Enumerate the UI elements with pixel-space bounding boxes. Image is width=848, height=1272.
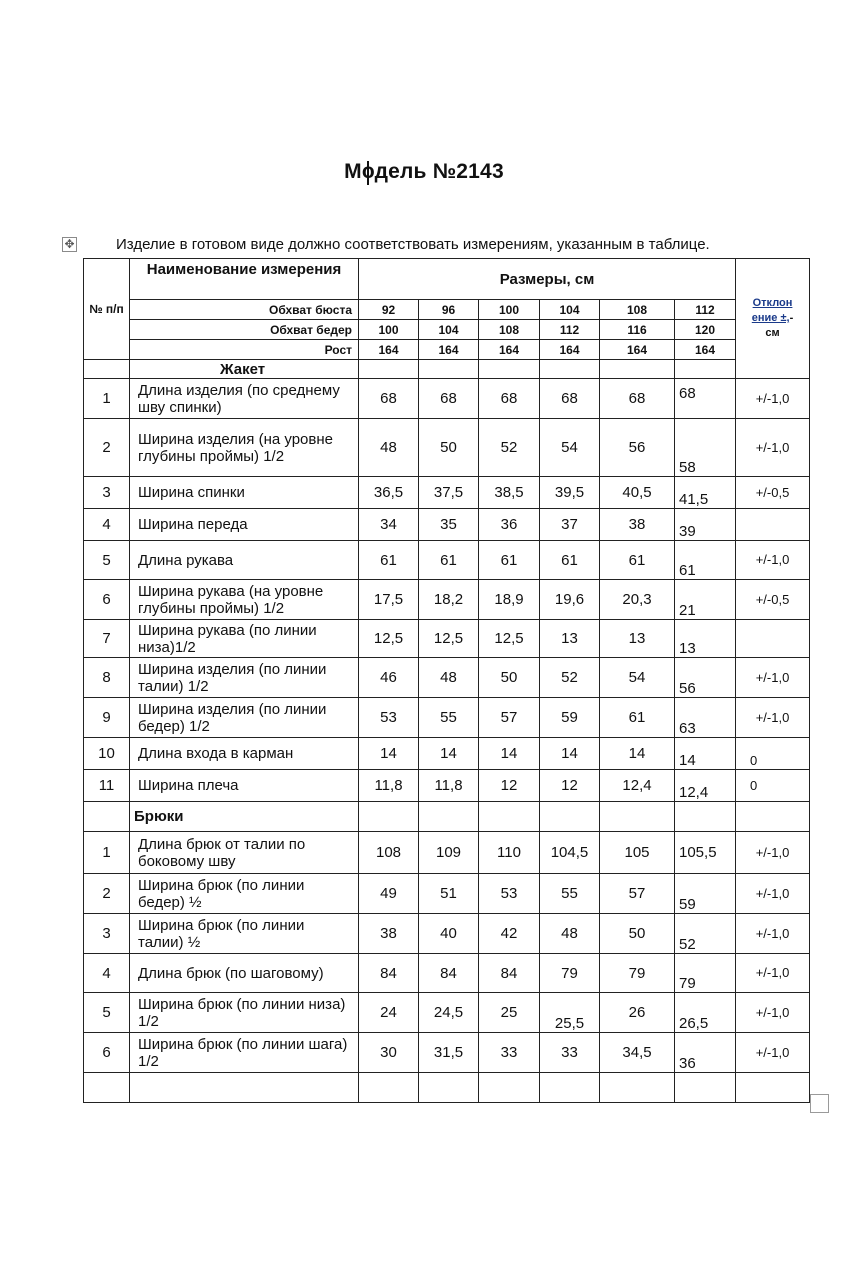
- bust-value: 112: [675, 300, 736, 320]
- size-value-cell: 105: [600, 832, 675, 874]
- size-value-cell: 61: [600, 541, 675, 580]
- size-value-cell: 33: [479, 1033, 540, 1073]
- deviation-cell: [736, 509, 810, 541]
- deviation-cell: +/-1,0: [736, 419, 810, 477]
- size-value-cell: 12: [479, 770, 540, 802]
- deviation-cell: +/-1,0: [736, 379, 810, 419]
- size-value-cell: 50: [419, 419, 479, 477]
- size-value-cell: 52: [675, 914, 736, 954]
- size-value-cell: 53: [359, 698, 419, 738]
- header-row-hips: [84, 320, 810, 340]
- measurement-name-cell: Ширина брюк (по линии шага) 1/2: [130, 1033, 359, 1073]
- row-number-cell: 1: [84, 832, 130, 874]
- size-value-cell: 105,5: [675, 832, 736, 874]
- hip-label: Обхват бедер: [130, 320, 359, 340]
- size-value-cell: 18,9: [479, 580, 540, 620]
- deviation-cell: +/-1,0: [736, 832, 810, 874]
- section-row-jacket: [84, 360, 810, 379]
- size-value-cell: 84: [479, 954, 540, 993]
- deviation-cell: +/-1,0: [736, 993, 810, 1033]
- size-value-cell: 54: [540, 419, 600, 477]
- table-row: [84, 770, 810, 802]
- size-value-cell: 12,4: [600, 770, 675, 802]
- deviation-cell: [736, 620, 810, 658]
- table-row: [84, 580, 810, 620]
- size-value-cell: 12,5: [479, 620, 540, 658]
- size-value-cell: 36: [675, 1033, 736, 1073]
- size-value-cell: 17,5: [359, 580, 419, 620]
- jacket-rows: [84, 379, 810, 802]
- table-row: [84, 419, 810, 477]
- size-value-cell: 21: [675, 580, 736, 620]
- table-move-handle-icon[interactable]: ✥: [62, 237, 77, 252]
- size-value-cell: 56: [675, 658, 736, 698]
- measurement-name-cell: Ширина изделия (по линии бедер) 1/2: [130, 698, 359, 738]
- size-value-cell: 12: [540, 770, 600, 802]
- measurement-name-cell: Ширина рукава (по линии низа)1/2: [130, 620, 359, 658]
- height-value: 164: [359, 340, 419, 360]
- table-row: [84, 379, 810, 419]
- size-value-cell: 53: [479, 874, 540, 914]
- size-value-cell: 79: [600, 954, 675, 993]
- table-row: [84, 874, 810, 914]
- size-value-cell: 51: [419, 874, 479, 914]
- measurement-name-cell: Ширина брюк (по линии бедер) ½: [130, 874, 359, 914]
- measurement-name-cell: Длина изделия (по среднему шву спинки): [130, 379, 359, 419]
- size-value-cell: 37: [540, 509, 600, 541]
- measurement-name-cell: Ширина переда: [130, 509, 359, 541]
- trouser-rows: [84, 832, 810, 1073]
- hip-value: 112: [540, 320, 600, 340]
- deviation-cell: +/-0,5: [736, 477, 810, 509]
- size-value-cell: 61: [600, 698, 675, 738]
- size-value-cell: 13: [600, 620, 675, 658]
- measurement-name-cell: Длина входа в карман: [130, 738, 359, 770]
- deviation-cell: +/-1,0: [736, 698, 810, 738]
- row-number-cell: 1: [84, 379, 130, 419]
- measurement-name-cell: Ширина изделия (по линии талии) 1/2: [130, 658, 359, 698]
- size-value-cell: 26: [600, 993, 675, 1033]
- table-row: [84, 620, 810, 658]
- row-number-cell: 5: [84, 993, 130, 1033]
- size-value-cell: 18,2: [419, 580, 479, 620]
- measurement-name-cell: Ширина брюк (по линии талии) ½: [130, 914, 359, 954]
- table-row: [84, 698, 810, 738]
- size-value-cell: 35: [419, 509, 479, 541]
- size-value-cell: 79: [540, 954, 600, 993]
- deviation-cell: +/-1,0: [736, 1033, 810, 1073]
- section-row-trousers: [84, 802, 810, 832]
- size-value-cell: 68: [479, 379, 540, 419]
- size-value-cell: 104,5: [540, 832, 600, 874]
- table-row: [84, 658, 810, 698]
- measurement-name-cell: Ширина брюк (по линии низа) 1/2: [130, 993, 359, 1033]
- row-number-cell: 11: [84, 770, 130, 802]
- size-value-cell: 48: [359, 419, 419, 477]
- table-row: [84, 832, 810, 874]
- size-value-cell: 34,5: [600, 1033, 675, 1073]
- size-value-cell: 108: [359, 832, 419, 874]
- header-row-bust: [84, 300, 810, 320]
- table-row: [84, 993, 810, 1033]
- size-value-cell: 13: [675, 620, 736, 658]
- deviation-cell: +/-1,0: [736, 954, 810, 993]
- table-row: [84, 1033, 810, 1073]
- row-number-cell: 6: [84, 580, 130, 620]
- page-title: Модель №2143: [344, 160, 504, 183]
- height-value: 164: [419, 340, 479, 360]
- size-value-cell: 48: [419, 658, 479, 698]
- size-value-cell: 24: [359, 993, 419, 1033]
- size-value-cell: 12,5: [359, 620, 419, 658]
- size-value-cell: 52: [479, 419, 540, 477]
- size-value-cell: 58: [675, 419, 736, 477]
- header-num-cell: № п/п: [84, 259, 130, 360]
- header-row-height: [84, 340, 810, 360]
- size-value-cell: 40,5: [600, 477, 675, 509]
- size-value-cell: 56: [600, 419, 675, 477]
- size-value-cell: 14: [540, 738, 600, 770]
- header-sizes-cell: Размеры, см: [359, 259, 736, 300]
- row-number-cell: 7: [84, 620, 130, 658]
- height-value: 164: [675, 340, 736, 360]
- row-number-cell: 10: [84, 738, 130, 770]
- deviation-label-3: -: [789, 312, 794, 324]
- table-row: [84, 738, 810, 770]
- size-value-cell: 84: [359, 954, 419, 993]
- section-title-jacket: Жакет: [130, 360, 359, 379]
- bust-value: 96: [419, 300, 479, 320]
- hip-value: 104: [419, 320, 479, 340]
- size-value-cell: 24,5: [419, 993, 479, 1033]
- row-number-cell: 4: [84, 509, 130, 541]
- table-row: [84, 541, 810, 580]
- size-value-cell: 12,4: [675, 770, 736, 802]
- row-number-cell: 3: [84, 914, 130, 954]
- size-value-cell: 14: [600, 738, 675, 770]
- deviation-cell: +/-0,5: [736, 580, 810, 620]
- empty-row: [84, 1073, 810, 1103]
- section-title-trousers: Брюки: [130, 802, 359, 832]
- size-value-cell: 26,5: [675, 993, 736, 1033]
- hip-value: 108: [479, 320, 540, 340]
- size-value-cell: 50: [479, 658, 540, 698]
- deviation-cell: 0: [736, 738, 810, 770]
- height-value: 164: [540, 340, 600, 360]
- table-row: [84, 954, 810, 993]
- header-name-cell: Наименование измерения: [130, 259, 359, 300]
- size-value-cell: 68: [600, 379, 675, 419]
- size-value-cell: 50: [600, 914, 675, 954]
- size-value-cell: 63: [675, 698, 736, 738]
- deviation-cell: +/-1,0: [736, 541, 810, 580]
- row-number-cell: 4: [84, 954, 130, 993]
- size-value-cell: 14: [479, 738, 540, 770]
- size-value-cell: 31,5: [419, 1033, 479, 1073]
- size-value-cell: 13: [540, 620, 600, 658]
- size-value-cell: 68: [419, 379, 479, 419]
- size-value-cell: 39,5: [540, 477, 600, 509]
- hip-value: 116: [600, 320, 675, 340]
- height-value: 164: [600, 340, 675, 360]
- deviation-cell: +/-1,0: [736, 658, 810, 698]
- size-value-cell: 61: [675, 541, 736, 580]
- size-value-cell: 110: [479, 832, 540, 874]
- size-value-cell: 19,6: [540, 580, 600, 620]
- row-number-cell: 8: [84, 658, 130, 698]
- size-value-cell: 52: [540, 658, 600, 698]
- size-value-cell: 36: [479, 509, 540, 541]
- size-value-cell: 36,5: [359, 477, 419, 509]
- size-value-cell: 61: [419, 541, 479, 580]
- size-value-cell: 48: [540, 914, 600, 954]
- hip-value: 100: [359, 320, 419, 340]
- hip-value: 120: [675, 320, 736, 340]
- size-value-cell: 59: [675, 874, 736, 914]
- size-value-cell: 68: [540, 379, 600, 419]
- height-label: Рост: [130, 340, 359, 360]
- bust-value: 104: [540, 300, 600, 320]
- size-value-cell: 34: [359, 509, 419, 541]
- row-number-cell: 9: [84, 698, 130, 738]
- size-value-cell: 61: [479, 541, 540, 580]
- table-row: [84, 509, 810, 541]
- height-value: 164: [479, 340, 540, 360]
- deviation-label-2: ение ±,: [751, 312, 790, 324]
- size-value-cell: 57: [479, 698, 540, 738]
- measurement-name-cell: Длина брюк (по шаговому): [130, 954, 359, 993]
- size-value-cell: 79: [675, 954, 736, 993]
- size-value-cell: 38: [359, 914, 419, 954]
- table-resize-handle[interactable]: [810, 1094, 829, 1113]
- size-value-cell: 55: [419, 698, 479, 738]
- bust-label: Обхват бюста: [130, 300, 359, 320]
- row-number-cell: 2: [84, 874, 130, 914]
- size-value-cell: 30: [359, 1033, 419, 1073]
- size-value-cell: 33: [540, 1033, 600, 1073]
- measurement-name-cell: Ширина изделия (на уровне глубины проймы) 1/2: [130, 419, 359, 477]
- size-value-cell: 38: [600, 509, 675, 541]
- size-value-cell: 61: [540, 541, 600, 580]
- size-value-cell: 14: [359, 738, 419, 770]
- size-value-cell: 61: [359, 541, 419, 580]
- size-value-cell: 25: [479, 993, 540, 1033]
- row-number-cell: 5: [84, 541, 130, 580]
- bust-value: 100: [479, 300, 540, 320]
- size-value-cell: 12,5: [419, 620, 479, 658]
- size-value-cell: 14: [675, 738, 736, 770]
- bust-value: 108: [600, 300, 675, 320]
- size-value-cell: 11,8: [419, 770, 479, 802]
- size-value-cell: 38,5: [479, 477, 540, 509]
- size-value-cell: 68: [359, 379, 419, 419]
- measurement-name-cell: Длина брюк от талии по боковому шву: [130, 832, 359, 874]
- size-value-cell: 57: [600, 874, 675, 914]
- deviation-label-4: см: [765, 327, 780, 339]
- table-row: [84, 914, 810, 954]
- size-value-cell: 41,5: [675, 477, 736, 509]
- row-number-cell: 6: [84, 1033, 130, 1073]
- size-value-cell: 14: [419, 738, 479, 770]
- measurement-name-cell: Ширина плеча: [130, 770, 359, 802]
- bust-value: 92: [359, 300, 419, 320]
- size-value-cell: 39: [675, 509, 736, 541]
- table-row: [84, 477, 810, 509]
- header-row-title: [84, 259, 810, 300]
- deviation-label-1: Отклон: [752, 297, 793, 309]
- size-value-cell: 109: [419, 832, 479, 874]
- row-number-cell: 3: [84, 477, 130, 509]
- size-value-cell: 55: [540, 874, 600, 914]
- size-value-cell: 68: [675, 379, 736, 419]
- size-value-cell: 49: [359, 874, 419, 914]
- size-value-cell: 42: [479, 914, 540, 954]
- size-value-cell: 37,5: [419, 477, 479, 509]
- deviation-cell: +/-1,0: [736, 914, 810, 954]
- row-number-cell: 2: [84, 419, 130, 477]
- size-value-cell: 84: [419, 954, 479, 993]
- size-value-cell: 54: [600, 658, 675, 698]
- measurements-table: [83, 258, 810, 1103]
- size-value-cell: 46: [359, 658, 419, 698]
- size-value-cell: 25,5: [540, 993, 600, 1033]
- size-value-cell: 40: [419, 914, 479, 954]
- deviation-cell: 0: [736, 770, 810, 802]
- size-value-cell: 20,3: [600, 580, 675, 620]
- header-deviation-cell: [736, 259, 810, 379]
- size-value-cell: 11,8: [359, 770, 419, 802]
- measurement-name-cell: Длина рукава: [130, 541, 359, 580]
- intro-text: Изделие в готовом виде должно соответствовать измерениям, указанным в таблице.: [116, 236, 710, 253]
- measurement-name-cell: Ширина спинки: [130, 477, 359, 509]
- measurement-name-cell: Ширина рукава (на уровне глубины проймы) 1/2: [130, 580, 359, 620]
- size-value-cell: 59: [540, 698, 600, 738]
- deviation-cell: +/-1,0: [736, 874, 810, 914]
